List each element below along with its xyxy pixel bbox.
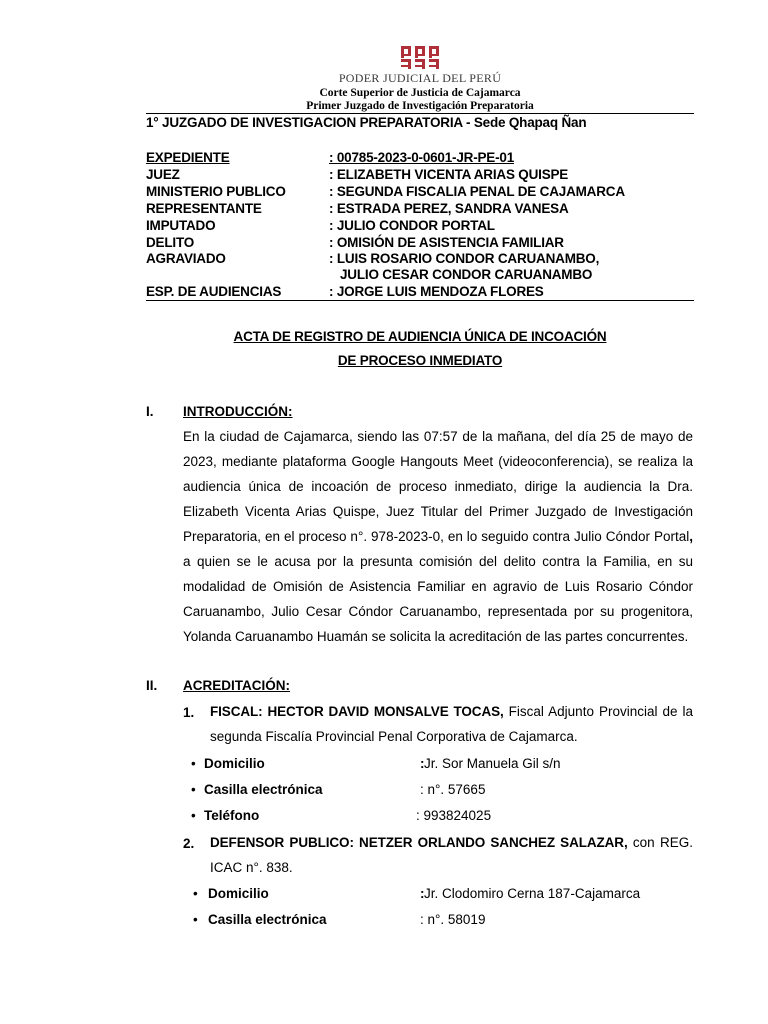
doc-title-line-2: DE PROCESO INMEDIATO — [337, 353, 503, 368]
case-value-especialista: : JORGE LUIS MENDOZA FLORES — [329, 284, 544, 299]
case-label-especialista: ESP. DE AUDIENCIAS — [146, 284, 282, 299]
bullet-icon: • — [193, 886, 198, 901]
bullet-icon: • — [191, 808, 196, 823]
case-label-imputado: IMPUTADO — [146, 218, 216, 233]
case-label-agraviado: AGRAVIADO — [146, 251, 226, 266]
item-2-detail-label-casilla: Casilla electrónica — [208, 912, 327, 927]
court-title: 1° JUZGADO DE INVESTIGACION PREPARATORIA - Sede Qhapaq Ñan — [146, 115, 587, 130]
case-label-representante: REPRESENTANTE — [146, 201, 262, 216]
bullet-icon: • — [191, 782, 196, 797]
court-line-2: Primer Juzgado de Investigación Preparatoria — [306, 100, 534, 112]
section-accreditation-number: II. — [146, 678, 158, 693]
item-1-bold: FISCAL: HECTOR DAVID MONSALVE TOCAS, — [210, 704, 504, 719]
intro-text-bold-comma: , — [689, 529, 693, 544]
section-intro-title: INTRODUCCIÓN: — [183, 404, 293, 419]
item-1-detail-label-casilla: Casilla electrónica — [204, 782, 323, 797]
item-1-detail-value-domicilio: Jr. Sor Manuela Gil s/n — [424, 756, 561, 771]
item-1-detail-value-casilla: : n°. 57665 — [420, 782, 486, 797]
case-label-expediente: EXPEDIENTE — [146, 150, 230, 165]
item-2-text — [210, 830, 693, 880]
case-value-juez: : ELIZABETH VICENTA ARIAS QUISPE — [329, 167, 569, 182]
section-intro-number: I. — [146, 404, 154, 419]
doc-title-line-1: ACTA DE REGISTRO DE AUDIENCIA ÚNICA DE INCOACIÓN — [233, 329, 607, 344]
case-label-delito: DELITO — [146, 235, 195, 250]
item-1-detail-label-domicilio: Domicilio — [204, 756, 265, 771]
item-2-detail-label-domicilio: Domicilio — [208, 886, 269, 901]
section-accreditation-title: ACREDITACIÓN: — [183, 678, 290, 693]
bullet-icon: • — [193, 912, 198, 927]
item-1-detail-label-telefono: Teléfono — [204, 808, 260, 823]
case-value-ministerio: : SEGUNDA FISCALIA PENAL DE CAJAMARCA — [329, 184, 625, 199]
intro-text-part-2: a quien se le acusa por la presunta comisión del delito contra la Familia, en su modalidad de Omisión de Asistencia Familiar en agravio de Luis Rosario Cóndor Caruanambo, Julio Cesar Cóndor Caruanambo, representada por su progenitora, Yolanda Caruanambo Huamán se solicita la acreditación de las partes concurrentes. — [183, 554, 693, 644]
case-value-representante: : ESTRADA PEREZ, SANDRA VANESA — [329, 201, 569, 216]
bullet-icon: • — [191, 756, 196, 771]
item-1-text — [210, 699, 693, 749]
item-2-detail-sep-domicilio: : — [420, 886, 425, 901]
case-info-divider — [146, 300, 694, 301]
court-line-1: Corte Superior de Justicia de Cajamarca — [319, 87, 521, 99]
intro-text-part-1: En la ciudad de Cajamarca, siendo las 07:57 de la mañana, del día 25 de mayo de 2023, mediante plataforma Google Hangouts Meet (videoconferencia), se realiza la audiencia única de incoación de proceso inmediato, dirige la audiencia la Dra. Elizabeth Vicenta Arias Quispe, Juez Titular del Primer Juzgado de Investigación Preparatoria, en el proceso n°. 978-2023-0, en lo seguido contra Julio Cóndor Portal — [183, 429, 693, 544]
section-intro-paragraph — [183, 424, 693, 649]
org-name: PODER JUDICIAL DEL PERÚ — [338, 71, 502, 85]
item-2-bold: DEFENSOR PUBLICO: NETZER ORLANDO SANCHEZ SALAZAR, — [210, 835, 628, 850]
case-value-agraviado-2: JULIO CESAR CONDOR CARUANAMBO — [340, 267, 593, 282]
item-1-number: 1. — [183, 705, 195, 720]
item-1-rest: Fiscal Adjunto Provincial de la segunda Fiscalía Provincial Penal Corporativa de Cajamarca. — [210, 704, 693, 744]
case-label-juez: JUEZ — [146, 167, 180, 182]
item-1-detail-value-telefono: : 993824025 — [416, 808, 492, 823]
item-1-detail-sep-domicilio: : — [420, 756, 425, 771]
item-2-detail-value-domicilio: Jr. Clodomiro Cerna 187-Cajamarca — [424, 886, 641, 901]
case-value-delito: : OMISIÓN DE ASISTENCIA FAMILIAR — [329, 235, 564, 250]
item-2-detail-value-casilla: : n°. 58019 — [420, 912, 486, 927]
case-value-expediente: : 00785-2023-0-0601-JR-PE-01 — [329, 150, 515, 165]
case-value-imputado: : JULIO CONDOR PORTAL — [329, 218, 495, 233]
case-label-ministerio: MINISTERIO PUBLICO — [146, 184, 286, 199]
item-2-rest: con REG. ICAC n°. 838. — [210, 835, 693, 875]
case-value-agraviado: : LUIS ROSARIO CONDOR CARUANAMBO, — [329, 251, 600, 266]
item-2-number: 2. — [183, 836, 195, 851]
poder-judicial-logo — [400, 44, 440, 70]
header-divider — [146, 113, 694, 114]
